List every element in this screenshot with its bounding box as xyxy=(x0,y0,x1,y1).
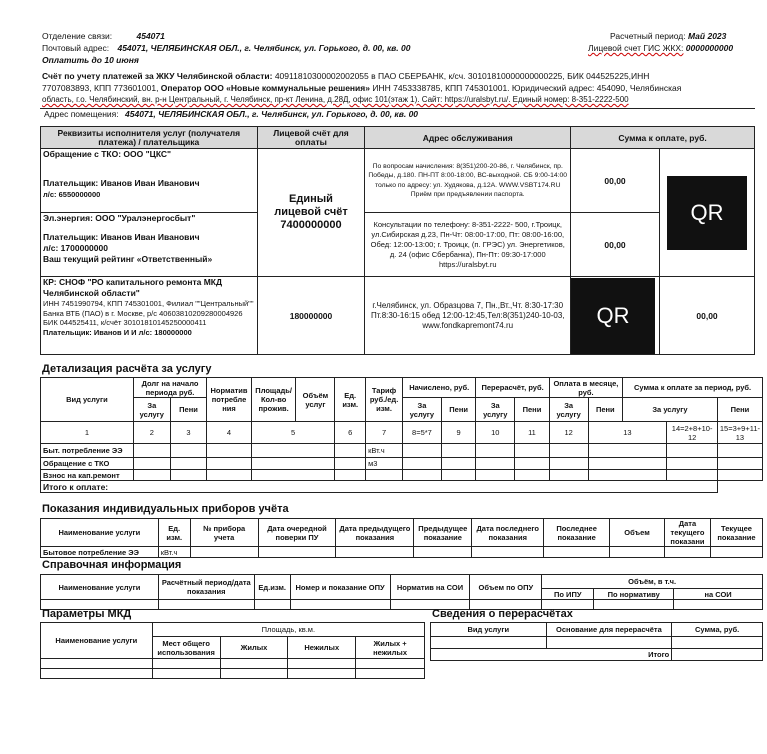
postal-address-label: Почтовый адрес: xyxy=(42,43,110,53)
recalc-h-sum: Сумма, руб. xyxy=(672,623,763,637)
calc-sub-charged-penalty: Пени xyxy=(441,398,476,422)
period-label: Расчетный период: xyxy=(610,31,686,41)
calc-num: 11 xyxy=(515,422,550,444)
calc-num: 15=3+9+11-13 xyxy=(717,422,762,444)
bill-line1-rest: 40911810300002002055 в ПАО СБЕРБАНК, к/сч. 30101810000000000225, БИК 044525225,ИНН xyxy=(272,71,650,81)
row2-address: Консультации по телефону: 8-351-2222- 500, г.Троицк, ул.Сибирская д.23, Пн-Чт: 08:00-17:00, Пт: 08:00-16:00, Обед: 12:00-13:00; г. Троицк, (п. ГРЭС) ул. Энергетиков, д. 24 (офис Сбербанка), Пн-Пт: 09:30-17:000 https://uralsbyt.ru xyxy=(365,213,571,277)
header-account: Лицевой счёт для оплаты xyxy=(257,127,365,149)
row1-provider: Обращение с ТКО: ООО "ЦКС" xyxy=(43,149,172,159)
meters-table xyxy=(40,518,763,558)
calc-title: Детализация расчёта за услугу xyxy=(42,363,212,375)
meters-h-volume: Объем xyxy=(610,519,665,547)
total-row xyxy=(431,649,763,661)
row3-payer: Плательщик: Иванов И И л/с: 180000000 xyxy=(43,327,192,337)
row3-provider-details: ИНН 7451990794, КПП 745301001, Филиал ""Центральный"" Банка ВТБ (ПАО) в г. Москве, р/с 40603810209280004926 БИК 044525411, к/счёт 30101810145250000411 xyxy=(43,299,254,327)
calc-table xyxy=(40,377,763,493)
bill-line2-rest: ИНН 7453338785, КПП 745301001. Юридический адрес: 454090, Челябинская xyxy=(369,83,682,93)
bill-line2-start: 7707083893, КПП 773601001, xyxy=(42,83,161,93)
bill-line3: область, г.о. Челябинский, вн. р-н Центральный, г. Челябинск, пр-кт Ленина, д.28Д, офис 101(этаж 1). Сайт: https://uralsbyt.ru/. Единый номер: 8-351-2222-500 xyxy=(42,95,629,104)
billing-period xyxy=(610,31,726,41)
period-value: Май 2023 xyxy=(688,31,727,41)
calc-num-row xyxy=(41,422,763,444)
meters-h-prev: Предыдущее показание xyxy=(414,519,472,547)
row2-rating: Ваш текущий рейтинг «Ответственный» xyxy=(43,254,213,264)
calc-h-volume: Объём услуг xyxy=(296,378,335,422)
qr-cell-1 xyxy=(660,149,755,277)
mkd-sub-living: Жилых xyxy=(220,637,288,659)
row2-account: л/с: 1700000000 xyxy=(43,243,108,253)
bill-info xyxy=(42,70,742,106)
row3-account: 180000000 xyxy=(257,277,365,355)
meters-title: Показания индивидуальных приборов учёта xyxy=(42,503,289,515)
ref-h-period: Расчётный период/дата показания xyxy=(158,575,254,600)
gis-account-label: Лицевой счет ГИС ЖКХ: xyxy=(588,43,684,53)
mkd-h-area: Площадь, кв.м. xyxy=(152,623,424,637)
premises-label: Адрес помещения: xyxy=(44,109,119,119)
pay-until: Оплатить до 10 июня xyxy=(42,55,139,65)
calc-h-tariff: Тариф руб./ед. изм. xyxy=(366,378,403,422)
recalc-h-service: Вид услуги xyxy=(431,623,547,637)
row2-payer: Плательщик: Иванов Иван Иванович xyxy=(43,232,200,242)
ref-sub-norm: По нормативу xyxy=(594,589,674,600)
calc-sub-topay-penalty: Пени xyxy=(717,398,762,422)
calc-h-charged: Начислено, руб. xyxy=(403,378,476,398)
reference-title: Справочная информация xyxy=(42,559,182,571)
premises-value: 454071, ЧЕЛЯБИНСКАЯ ОБЛ., г. Челябинск, ул. Горького, д. 00, кв. 00 xyxy=(125,109,419,119)
bill-line1-bold: Счёт по учету платежей за ЖКУ Челябинской области: xyxy=(42,71,273,81)
calc-h-paid: Оплата в месяце, руб. xyxy=(549,378,622,398)
table-row xyxy=(41,659,425,669)
header-address: Адрес обслуживания xyxy=(365,127,571,149)
recalc-total: Итого xyxy=(546,649,672,661)
header-amount: Сумма к оплате, руб. xyxy=(571,127,755,149)
calc-num: 10 xyxy=(476,422,515,444)
calc-row-unit: кВт.ч xyxy=(366,444,403,458)
table-row xyxy=(41,470,763,481)
mkd-h-service: Наименование услуги xyxy=(41,623,153,659)
calc-num: 13 xyxy=(588,422,667,444)
table-row xyxy=(41,547,763,558)
calc-sub-debt-penalty: Пени xyxy=(170,398,206,422)
recalc-h-reason: Основание для перерасчёта xyxy=(546,623,672,637)
row3-amount: 00,00 xyxy=(660,277,755,355)
post-office-label: Отделение связи: xyxy=(42,31,113,41)
calc-h-unit: Ед. изм. xyxy=(335,378,366,422)
post-office xyxy=(42,31,165,41)
table-row xyxy=(431,637,763,649)
calc-num: 5 xyxy=(251,422,335,444)
meters-row-unit: кВт.ч xyxy=(158,547,190,558)
table-row xyxy=(41,669,425,679)
row3-provider-cell xyxy=(41,277,258,355)
mkd-table xyxy=(40,622,425,679)
unified-account-cell xyxy=(257,149,365,277)
ref-sub-ipu: По ИПУ xyxy=(542,589,594,600)
row1-account: л/с: 6550000000 xyxy=(43,190,101,199)
calc-num: 7 xyxy=(366,422,403,444)
postal-address-value: 454071, ЧЕЛЯБИНСКАЯ ОБЛ., г. Челябинск, ул. Горького, д. 00, кв. 00 xyxy=(117,43,411,53)
meters-row-name: Бытовое потребление ЭЭ xyxy=(41,547,159,558)
row3-address: г.Челябинск, ул. Образцова 7, Пн.,Вт.,Чт. 8:30-17:30 Пт.8:30-16:15 обед 12:00-12:45,Тел:8(351)240-10-03, www.fondkapremont74.ru xyxy=(365,277,571,355)
calc-h-recalc: Перерасчёт, руб. xyxy=(476,378,549,398)
qr-cell-2 xyxy=(571,277,660,355)
calc-row-unit: м3 xyxy=(366,458,403,470)
ref-h-soi-norm: Норматив на СОИ xyxy=(390,575,470,600)
recalc-table xyxy=(430,622,763,661)
gis-account-value: 0000000000 xyxy=(685,43,734,53)
calc-num: 1 xyxy=(41,422,134,444)
calc-num: 8=5*7 xyxy=(403,422,442,444)
table-row xyxy=(41,444,763,458)
total-row xyxy=(41,481,763,493)
calc-sub-charged-service: За услугу xyxy=(403,398,442,422)
payment-table xyxy=(40,126,755,355)
qr-code-1[interactable]: QR xyxy=(667,176,747,250)
meters-h-cur-date: Дата текущего показани xyxy=(664,519,710,547)
post-office-value: 454071 xyxy=(136,31,165,41)
row1-address: По вопросам начисления: 8(351)200-20-86, г. Челябинск, пр. Победы, д.180. ПН-ПТ 8:00-18:00, ВС-выходной. СБ 9:00-14:00 только по адресу: ул. Худякова, д.12А. WWW.VSBT174.RU Приём при предъявлении паспорта. xyxy=(365,149,571,213)
calc-row-name: Быт. потребление ЭЭ xyxy=(41,444,134,458)
premises-address xyxy=(44,109,418,119)
ref-h-opu: Номер и показание ОПУ xyxy=(290,575,390,600)
calc-num: 14=2+8+10-12 xyxy=(667,422,718,444)
meters-h-service: Наименование услуги xyxy=(41,519,159,547)
mkd-title: Параметры МКД xyxy=(42,608,132,620)
reference-table xyxy=(40,574,763,610)
calc-total: Итого к оплате: xyxy=(41,481,718,493)
calc-row-unit xyxy=(366,470,403,481)
mkd-sub-common: Мест общего использования xyxy=(152,637,220,659)
calc-row-name: Взнос на кап.ремонт xyxy=(41,470,134,481)
meters-h-cur: Текущее показание xyxy=(710,519,762,547)
calc-h-norm: Норматив потребле ния xyxy=(207,378,252,422)
header-provider: Реквизиты исполнителя услуг (получателя платежа) / плательщика xyxy=(41,127,258,149)
calc-num: 9 xyxy=(441,422,476,444)
meters-h-unit: Ед. изм. xyxy=(158,519,190,547)
calc-num: 4 xyxy=(207,422,252,444)
calc-num: 2 xyxy=(133,422,170,444)
calc-h-topay: Сумма к оплате за период, руб. xyxy=(623,378,763,398)
calc-num: 3 xyxy=(170,422,206,444)
calc-h-debt: Долг на начало периода руб. xyxy=(133,378,206,398)
unified-account-title: Единый лицевой счёт xyxy=(274,193,348,218)
ref-sub-soi: на СОИ xyxy=(674,589,763,600)
table-row xyxy=(41,600,763,610)
meters-h-last: Последнее показание xyxy=(544,519,610,547)
row2-provider: Эл.энергия: ООО "Уралэнергосбыт" xyxy=(43,213,196,223)
ref-h-opu-volume: Объем по ОПУ xyxy=(470,575,542,600)
bill-line2-operator: Оператор ООО «Новые коммунальные решения» xyxy=(160,83,370,93)
calc-h-area: Площадь/ Кол-во прожив. xyxy=(251,378,296,422)
meters-h-verify: Дата очередной поверки ПУ xyxy=(258,519,336,547)
calc-h-service: Вид услуги xyxy=(41,378,134,422)
mkd-sub-total: Жилых + нежилых xyxy=(356,637,425,659)
calc-sub-debt-service: За услугу xyxy=(133,398,170,422)
qr-code-2[interactable]: QR xyxy=(571,278,655,354)
table-row xyxy=(41,458,763,470)
row3-provider: КР: СНОФ "РО капитального ремонта МКД Челябинской области" xyxy=(43,277,223,298)
postal-address xyxy=(42,43,411,53)
calc-sub-topay-service: За услугу xyxy=(623,398,718,422)
meters-h-number: № прибора учета xyxy=(190,519,258,547)
row1-provider-cell xyxy=(41,149,258,213)
calc-num: 6 xyxy=(335,422,366,444)
mkd-sub-nonliving: Нежилых xyxy=(288,637,356,659)
meters-h-last-date: Дата последнего показания xyxy=(472,519,544,547)
unified-account-value: 7400000000 xyxy=(280,219,342,231)
row1-amount: 00,00 xyxy=(571,149,660,213)
calc-sub-recalc-penalty: Пени xyxy=(515,398,550,422)
calc-row-name: Обращение с ТКО xyxy=(41,458,134,470)
gis-account xyxy=(588,43,733,53)
ref-h-service: Наименование услуги xyxy=(41,575,159,600)
row2-provider-cell xyxy=(41,213,258,277)
calc-sub-paid-penalty: Пени xyxy=(588,398,623,422)
meters-h-prev-date: Дата предыдущего показания xyxy=(336,519,414,547)
row1-payer: Плательщик: Иванов Иван Иванович xyxy=(43,178,200,188)
row2-amount: 00,00 xyxy=(571,213,660,277)
calc-sub-recalc-service: За услугу xyxy=(476,398,515,422)
calc-num: 12 xyxy=(549,422,588,444)
calc-sub-paid-service: За услугу xyxy=(549,398,588,422)
ref-h-volume: Объём, в т.ч. xyxy=(542,575,763,589)
ref-h-unit: Ед.изм. xyxy=(254,575,290,600)
recalc-title: Сведения о перерасчётах xyxy=(432,608,573,620)
